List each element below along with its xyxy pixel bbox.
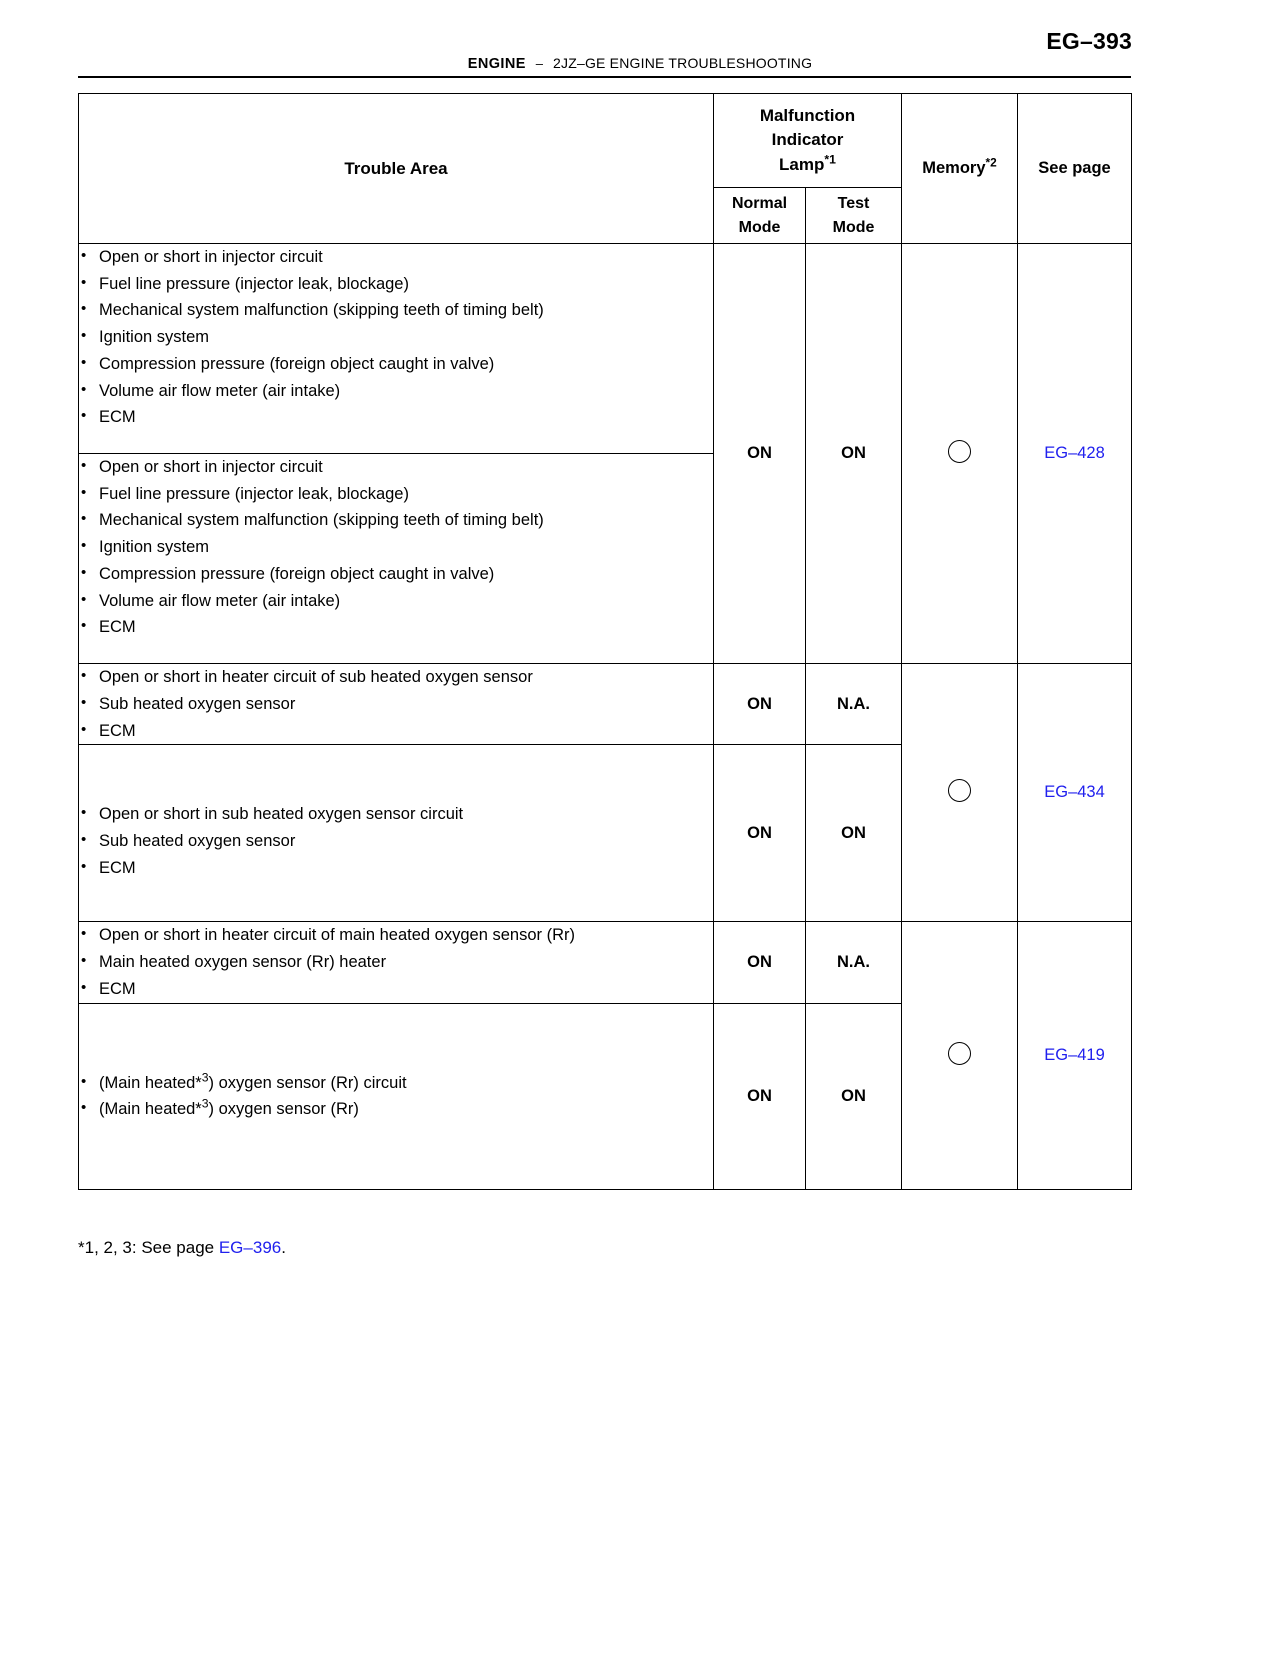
test-mode-cell: ON	[806, 1003, 902, 1189]
page-number: EG–393	[1046, 28, 1132, 54]
mil-line-3: Lamp	[779, 154, 825, 174]
list-item: • Compression pressure (foreign object caught in valve)	[79, 561, 713, 588]
column-header-normal-mode	[714, 188, 806, 244]
list-item: • Ignition system	[79, 324, 713, 351]
list-item: • Compression pressure (foreign object caught in valve)	[79, 351, 713, 378]
list-item: • ECM	[79, 855, 713, 882]
page-reference-link[interactable]: EG–419	[1044, 1046, 1105, 1065]
header-rule	[78, 76, 1131, 78]
list-item	[79, 1096, 713, 1123]
cause-text-pre: (Main heated*	[99, 1073, 202, 1092]
cause-list	[79, 1070, 713, 1123]
running-head-section: ENGINE	[467, 56, 526, 72]
cell-spacer	[79, 881, 713, 921]
list-item: • Open or short in heater circuit of sub heated oxygen sensor	[79, 664, 713, 691]
list-item: • ECM	[79, 614, 713, 641]
test-mode-cell: N.A.	[806, 922, 902, 1003]
list-item: • Mechanical system malfunction (skipping teeth of timing belt)	[79, 297, 713, 324]
test-mode-cell: ON	[806, 745, 902, 922]
list-item: • Open or short in sub heated oxygen sensor circuit	[79, 801, 713, 828]
normal-mode-line-1: Normal	[731, 195, 788, 213]
footnote-page-reference-link[interactable]: EG–396	[218, 1238, 282, 1257]
footnote	[78, 1238, 286, 1258]
list-item: • Open or short in heater circuit of main heated oxygen sensor (Rr)	[79, 922, 713, 949]
cause-text-post: ) oxygen sensor (Rr) circuit	[208, 1073, 407, 1092]
column-header-test-mode	[806, 188, 902, 244]
cell-spacer	[79, 431, 713, 453]
list-item: • ECM	[79, 404, 713, 431]
list-item	[79, 1070, 713, 1097]
trouble-area-cell	[79, 922, 714, 1003]
cause-text-post: ) oxygen sensor (Rr)	[208, 1100, 359, 1119]
list-item: • Fuel line pressure (injector leak, blockage)	[79, 481, 713, 508]
column-header-see-page: See page	[1018, 94, 1132, 244]
list-item: • Ignition system	[79, 534, 713, 561]
see-page-cell	[1018, 664, 1132, 922]
cause-list	[79, 801, 713, 881]
troubleshooting-table-wrapper	[78, 93, 1131, 1190]
memory-footnote-marker: *2	[985, 155, 997, 170]
footnote-prefix: *1, 2, 3: See page	[78, 1238, 219, 1257]
see-page-cell	[1018, 922, 1132, 1190]
mil-line-2: Indicator	[771, 130, 844, 150]
cell-spacer	[79, 1004, 713, 1070]
cell-spacer	[79, 1123, 713, 1189]
normal-mode-cell: ON	[714, 1003, 806, 1189]
cause-list	[79, 454, 713, 641]
cause-text-pre: (Main heated*	[99, 1100, 202, 1119]
table-head	[79, 94, 1132, 244]
memory-label: Memory	[922, 159, 986, 177]
cause-footnote-marker: 3	[201, 1070, 209, 1085]
memory-cell	[902, 922, 1018, 1190]
test-mode-line-1: Test	[837, 195, 870, 213]
trouble-area-cell	[79, 244, 714, 454]
test-mode-cell: N.A.	[806, 664, 902, 745]
trouble-area-cell	[79, 664, 714, 745]
running-head-subject: 2JZ–GE ENGINE TROUBLESHOOTING	[553, 55, 813, 71]
list-item: • Sub heated oxygen sensor	[79, 691, 713, 718]
cell-spacer	[79, 761, 713, 801]
normal-mode-cell: ON	[714, 664, 806, 745]
column-header-malfunction-indicator-lamp	[714, 94, 902, 188]
column-header-trouble-area: Trouble Area	[79, 94, 714, 244]
memory-cell	[902, 244, 1018, 664]
running-head	[0, 55, 1280, 73]
list-item: • Main heated oxygen sensor (Rr) heater	[79, 949, 713, 976]
column-header-memory	[902, 94, 1018, 244]
cause-list	[79, 664, 713, 744]
table-body	[79, 244, 1132, 1190]
mil-footnote-marker: *1	[824, 151, 836, 166]
list-item: • Open or short in injector circuit	[79, 454, 713, 481]
table-header-row-1	[79, 94, 1132, 188]
normal-mode-cell: ON	[714, 745, 806, 922]
memory-circle-icon	[948, 440, 971, 463]
normal-mode-cell: ON	[714, 922, 806, 1003]
cell-spacer	[79, 641, 713, 663]
mil-line-1: Malfunction	[759, 106, 856, 126]
trouble-area-cell	[79, 454, 714, 664]
table-row	[79, 664, 1132, 745]
memory-circle-icon	[948, 1042, 971, 1065]
memory-circle-icon	[948, 779, 971, 802]
cause-footnote-marker: 3	[201, 1096, 209, 1111]
trouble-area-cell	[79, 1003, 714, 1189]
normal-mode-line-2: Mode	[738, 218, 781, 236]
list-item: • ECM	[79, 976, 713, 1003]
see-page-cell	[1018, 244, 1132, 664]
list-item: • Sub heated oxygen sensor	[79, 828, 713, 855]
running-head-separator: –	[535, 56, 544, 71]
list-item: • Fuel line pressure (injector leak, blockage)	[79, 271, 713, 298]
list-item: • Open or short in injector circuit	[79, 244, 713, 271]
test-mode-cell: ON	[806, 244, 902, 664]
memory-cell	[902, 664, 1018, 922]
normal-mode-cell: ON	[714, 244, 806, 664]
trouble-area-cell	[79, 745, 714, 922]
list-item: • Volume air flow meter (air intake)	[79, 588, 713, 615]
page-reference-link[interactable]: EG–434	[1044, 783, 1105, 802]
page-header	[0, 0, 1280, 80]
test-mode-line-2: Mode	[832, 218, 875, 236]
cause-list	[79, 922, 713, 1002]
page-reference-link[interactable]: EG–428	[1044, 444, 1105, 463]
list-item: • ECM	[79, 718, 713, 745]
troubleshooting-table	[78, 93, 1132, 1190]
footnote-suffix: .	[281, 1238, 286, 1257]
table-row	[79, 244, 1132, 454]
table-row	[79, 922, 1132, 1003]
cause-list	[79, 244, 713, 431]
list-item: • Volume air flow meter (air intake)	[79, 378, 713, 405]
list-item: • Mechanical system malfunction (skipping teeth of timing belt)	[79, 507, 713, 534]
